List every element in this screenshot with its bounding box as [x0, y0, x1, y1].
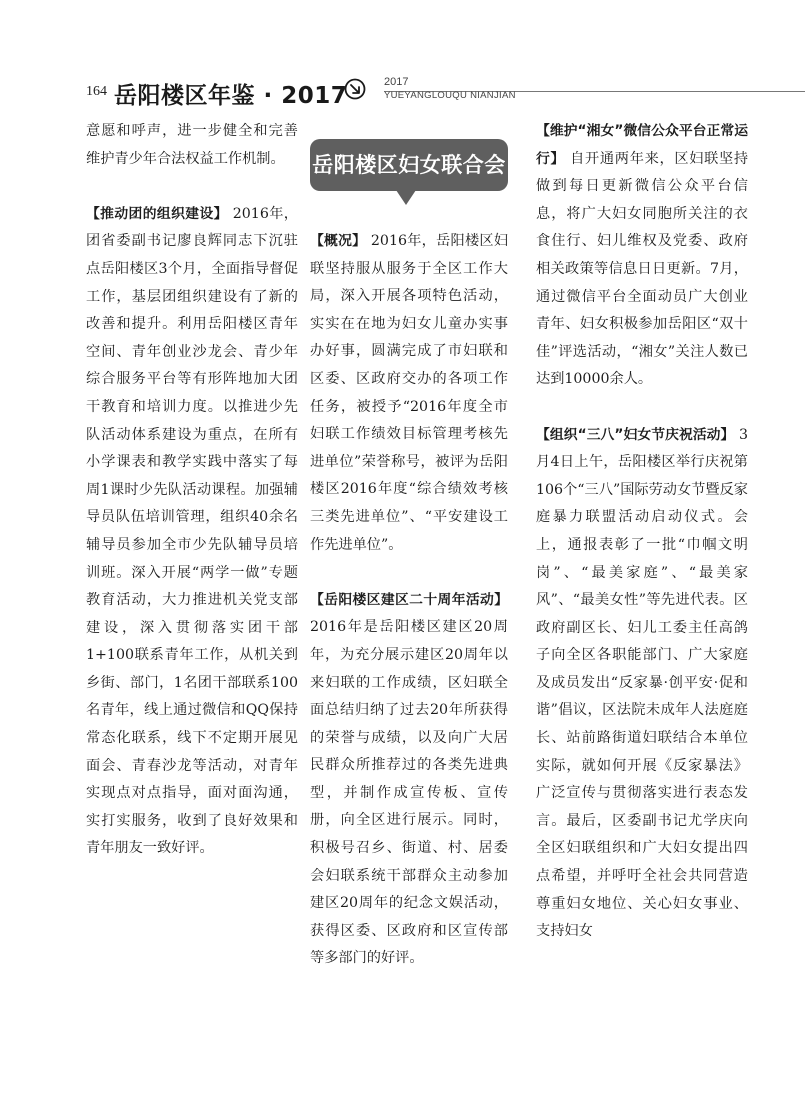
column-middle: [310, 228, 508, 1001]
paragraph-heading: 【推动团的组织建设】: [86, 205, 228, 222]
book-title: 岳阳楼区年鉴 · 2017: [114, 83, 348, 109]
header-year: 2017: [384, 76, 409, 88]
paragraph: [536, 118, 748, 394]
circle-arrow-down-right-icon: [344, 78, 366, 100]
section-title: 岳阳楼区妇女联合会: [312, 153, 506, 177]
paragraph-text: 意愿和呼声，进一步健全和完善维护青少年合法权益工作机制。: [86, 123, 298, 167]
paragraph-text: 2016年是岳阳楼区建区20周年，为充分展示建区20周年以来妇联的工作成绩，区妇联全面总结归纳了过去20年所获得的荣誉与成绩，以及向广大居民群众所推荐过的各类先进典型，并制作成宣传板、宣传册，向全区进行展示。同时，积极号召乡、街道、村、居委会妇联系统干部群众主动参加建区20周年的纪念文娱活动，获得区委、区政府和区宣传部等多部门的好评。: [310, 619, 508, 967]
paragraph-heading: 【概况】: [310, 233, 367, 249]
paragraph-heading: 【维护“湘女”微信公众平台正常运行】: [536, 123, 748, 167]
paragraph: [86, 201, 298, 863]
paragraph: [536, 422, 748, 946]
paragraph-text: 自开通两年来，区妇联坚持做到每日更新微信公众平台信息，将广大妇女同胞所关注的衣食住行、妇儿维权及党委、政府相关政策等信息日日更新。7月，通过微信平台全面动员广大创业青年、妇女积极参加岳阳区“双十佳”评选活动，“湘女”关注人数已达到10000余人。: [536, 150, 749, 388]
paragraph: [86, 118, 298, 173]
paragraph: [310, 228, 508, 559]
paragraph-heading: 【组织“三八”妇女节庆祝活动】: [536, 426, 735, 443]
paragraph: [310, 587, 508, 973]
column-left: [86, 118, 298, 891]
column-right: [536, 118, 748, 973]
paragraph-text: 2016年，团省委副书记廖良辉同志下沉驻点岳阳楼区3个月，全面指导督促工作，基层团组织建设有了新的改善和提升。利用岳阳楼区青年空间、青年创业沙龙会、青少年综合服务平台等有形阵地加大团干教育和培训力度。以推进少先队活动体系建设为重点，在所有小学课表和教学实践中落实了每周1课时少先队活动课程。加强辅导员队伍培训管理，组织40余名辅导员参加全市少先队辅导员培训班。深入开展“两学一做”专题教育活动，大力推进机关党支部建设，深入贯彻落实团干部1+100联系青年工作，从机关到乡街、部门，1名团干部联系100名青年，线上通过微信和QQ保持常态化联系，线下不定期开展见面会、青春沙龙等活动，对青年实现点对点指导，面对面沟通，实打实服务，收到了良好效果和青年朋友一致好评。: [86, 205, 298, 857]
paragraph-text: 2016年，岳阳楼区妇联坚持服从服务于全区工作大局，深入开展各项特色活动，实实在在地为妇女儿童办实事办好事，圆满完成了市妇联和区委、区政府交办的各项工作任务，被授予“2016年度全市妇联工作绩效目标管理考核先进单位”荣誉称号，被评为岳阳楼区2016年度“综合绩效考核三类先进单位”、“平安建设工作先进单位”。: [310, 233, 509, 553]
paragraph-heading: 【岳阳楼区建区二十周年活动】: [310, 591, 508, 608]
section-title-badge-pointer: [396, 190, 416, 205]
running-header: [0, 62, 805, 112]
paragraph-text: 3月4日上午，岳阳楼区举行庆祝第106个“三八”国际劳动女节暨反家庭暴力联盟活动启动仪式。会上，通报表彰了一批“巾帼文明岗”、“最美家庭”、“最美家风”、“最美女性”等先进代表。区政府副区长、妇儿工委主任高鸽子向全区各职能部门、广大家庭及成员发出“反家暴·创平安·促和谐”倡议，区法院未成年人法庭庭长、站前路街道妇联结合本单位实际，就如何开展《反家暴法》广泛宣传与贯彻落实进行表态发言。最后，区委副书记尤学庆向全区妇联组织和广大妇女提出四点希望，并呼吁全社会共同营造尊重妇女地位、关心妇女事业、支持妇女: [536, 426, 748, 940]
header-pinyin: YUEYANGLOUQU NIANJIAN: [384, 90, 516, 101]
page-number: 164: [86, 84, 107, 99]
section-title-badge: [310, 139, 508, 191]
